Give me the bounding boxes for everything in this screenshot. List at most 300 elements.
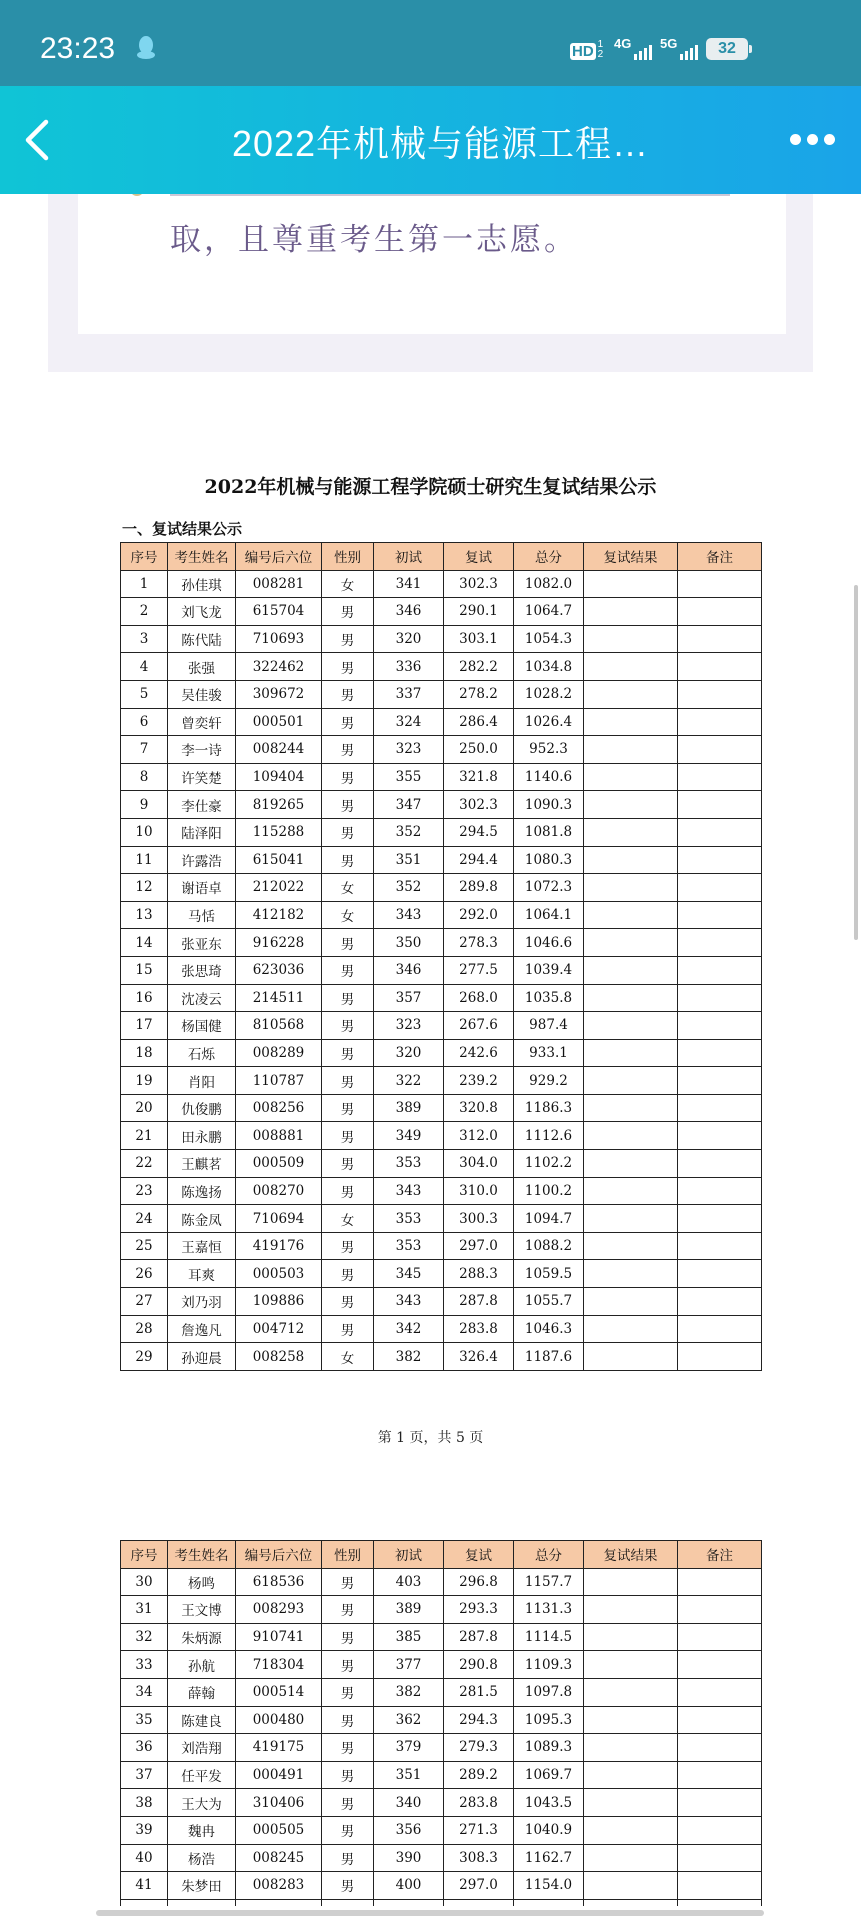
table-cell: 1046.3 bbox=[514, 1315, 584, 1343]
table-cell: 109886 bbox=[236, 1288, 322, 1316]
table-cell: 女 bbox=[322, 1343, 374, 1371]
table-cell: 1040.9 bbox=[514, 1816, 584, 1844]
table-cell: 008289 bbox=[236, 1039, 322, 1067]
table-header-row bbox=[121, 543, 762, 571]
table-cell bbox=[584, 708, 678, 736]
status-bar bbox=[0, 0, 861, 86]
table-cell bbox=[678, 984, 762, 1012]
table-cell: 女 bbox=[322, 1205, 374, 1233]
table-cell: 320.8 bbox=[444, 1094, 514, 1122]
table-cell bbox=[678, 1232, 762, 1260]
table-cell: 377 bbox=[374, 1651, 444, 1679]
table-cell bbox=[584, 1816, 678, 1844]
table-cell: 403 bbox=[374, 1568, 444, 1596]
table-cell: 杨浩 bbox=[168, 1844, 236, 1872]
table-cell: 吴佳骏 bbox=[168, 680, 236, 708]
table-row bbox=[121, 1568, 762, 1596]
column-header: 性别 bbox=[322, 1541, 374, 1569]
table-cell: 1054.3 bbox=[514, 625, 584, 653]
table-cell: 男 bbox=[322, 1844, 374, 1872]
table-cell: 11 bbox=[121, 846, 168, 874]
table-cell: 324 bbox=[374, 708, 444, 736]
table-cell: 346 bbox=[374, 956, 444, 984]
column-header: 编号后六位 bbox=[236, 543, 322, 571]
table-cell: 杨国健 bbox=[168, 1012, 236, 1040]
table-cell: 008293 bbox=[236, 1596, 322, 1624]
table-cell: 351 bbox=[374, 846, 444, 874]
table-cell: 1055.7 bbox=[514, 1288, 584, 1316]
table-cell: 王嘉恒 bbox=[168, 1232, 236, 1260]
table-cell: 8 bbox=[121, 763, 168, 791]
table-cell: 耳爽 bbox=[168, 1260, 236, 1288]
page-footer: 第 1 页，共 5 页 bbox=[377, 1430, 484, 1446]
table-cell: 303.1 bbox=[444, 625, 514, 653]
table-cell bbox=[584, 1734, 678, 1762]
table-cell bbox=[678, 1122, 762, 1150]
table-cell bbox=[678, 680, 762, 708]
table-row bbox=[121, 1012, 762, 1040]
table-cell bbox=[584, 1177, 678, 1205]
table-cell bbox=[584, 1872, 678, 1900]
table-cell: 男 bbox=[322, 598, 374, 626]
table-row bbox=[121, 1315, 762, 1343]
table-cell bbox=[584, 598, 678, 626]
table-cell: 286.4 bbox=[444, 708, 514, 736]
table-row bbox=[121, 763, 762, 791]
table-cell: 薛翰 bbox=[168, 1678, 236, 1706]
table-cell bbox=[584, 625, 678, 653]
table-cell: 25 bbox=[121, 1232, 168, 1260]
table-cell: 男 bbox=[322, 1150, 374, 1178]
table-cell: 278.3 bbox=[444, 929, 514, 957]
table-cell: 916228 bbox=[236, 929, 322, 957]
table-cell: 男 bbox=[322, 1678, 374, 1706]
table-cell: 1072.3 bbox=[514, 874, 584, 902]
table-row bbox=[121, 598, 762, 626]
table-cell: 1035.8 bbox=[514, 984, 584, 1012]
table-cell: 王文博 bbox=[168, 1596, 236, 1624]
table-row bbox=[121, 1288, 762, 1316]
table-row bbox=[121, 1789, 762, 1817]
table-cell bbox=[678, 1678, 762, 1706]
table-cell bbox=[678, 708, 762, 736]
table-cell: 17 bbox=[121, 1012, 168, 1040]
table-cell: 320 bbox=[374, 1039, 444, 1067]
table-cell: 1059.5 bbox=[514, 1260, 584, 1288]
table-row bbox=[121, 1734, 762, 1762]
table-cell: 22 bbox=[121, 1150, 168, 1178]
table-cell: 309672 bbox=[236, 680, 322, 708]
table-cell: 910741 bbox=[236, 1623, 322, 1651]
table-cell: 张亚东 bbox=[168, 929, 236, 957]
table-cell bbox=[678, 1623, 762, 1651]
table-cell: 18 bbox=[121, 1039, 168, 1067]
table-row bbox=[121, 1177, 762, 1205]
table-cell: 419176 bbox=[236, 1232, 322, 1260]
table-cell: 343 bbox=[374, 901, 444, 929]
table-cell bbox=[584, 929, 678, 957]
table-cell bbox=[584, 1067, 678, 1095]
table-cell: 718304 bbox=[236, 1651, 322, 1679]
table-cell bbox=[678, 1039, 762, 1067]
table-cell: 男 bbox=[322, 680, 374, 708]
table-cell: 男 bbox=[322, 1012, 374, 1040]
table-row bbox=[121, 1122, 762, 1150]
table-cell: 1064.7 bbox=[514, 598, 584, 626]
table-cell bbox=[584, 1343, 678, 1371]
table-cell: 710694 bbox=[236, 1205, 322, 1233]
table-cell: 1112.6 bbox=[514, 1122, 584, 1150]
table-cell: 男 bbox=[322, 1816, 374, 1844]
table-cell: 36 bbox=[121, 1734, 168, 1762]
table-cell: 356 bbox=[374, 1816, 444, 1844]
table-cell bbox=[584, 1678, 678, 1706]
table-cell: 323 bbox=[374, 736, 444, 764]
table-cell: 212022 bbox=[236, 874, 322, 902]
table-row bbox=[121, 1150, 762, 1178]
table-cell: 623036 bbox=[236, 956, 322, 984]
table-cell bbox=[584, 653, 678, 681]
table-cell: 1088.2 bbox=[514, 1232, 584, 1260]
table-cell: 389 bbox=[374, 1596, 444, 1624]
table-cell: 271.3 bbox=[444, 1816, 514, 1844]
table-cell: 357 bbox=[374, 984, 444, 1012]
table-cell: 008258 bbox=[236, 1343, 322, 1371]
table-cell: 女 bbox=[322, 570, 374, 598]
nav-bar bbox=[0, 86, 861, 194]
table-cell: 1034.8 bbox=[514, 653, 584, 681]
table-cell: 289.8 bbox=[444, 874, 514, 902]
table-cell: 000503 bbox=[236, 1260, 322, 1288]
table-cell: 14 bbox=[121, 929, 168, 957]
table-cell: 109404 bbox=[236, 763, 322, 791]
table-row bbox=[121, 1260, 762, 1288]
table-cell: 1162.7 bbox=[514, 1844, 584, 1872]
table-cell: 952.3 bbox=[514, 736, 584, 764]
table-cell bbox=[584, 1844, 678, 1872]
table-cell: 29 bbox=[121, 1343, 168, 1371]
table-cell: 39 bbox=[121, 1816, 168, 1844]
table-cell: 1090.3 bbox=[514, 791, 584, 819]
table-cell: 张强 bbox=[168, 653, 236, 681]
result-table-page2 bbox=[120, 1540, 762, 1920]
table-cell: 353 bbox=[374, 1205, 444, 1233]
table-cell: 刘乃羽 bbox=[168, 1288, 236, 1316]
table-cell: 男 bbox=[322, 653, 374, 681]
home-indicator[interactable] bbox=[96, 1910, 764, 1916]
column-header: 备注 bbox=[678, 543, 762, 571]
table-cell: 293.3 bbox=[444, 1596, 514, 1624]
table-cell: 许露浩 bbox=[168, 846, 236, 874]
table-cell: 12 bbox=[121, 874, 168, 902]
scrollbar-thumb[interactable] bbox=[854, 585, 858, 940]
table-cell bbox=[678, 1260, 762, 1288]
result-table-page1 bbox=[120, 542, 762, 1371]
document-title: 2022年机械与能源工程学院硕士研究生复试结果公示 bbox=[204, 476, 657, 498]
table-cell bbox=[678, 598, 762, 626]
table-cell: 277.5 bbox=[444, 956, 514, 984]
table-cell bbox=[584, 1623, 678, 1651]
table-cell: 27 bbox=[121, 1288, 168, 1316]
table-row bbox=[121, 1343, 762, 1371]
table-cell: 412182 bbox=[236, 901, 322, 929]
table-cell: 349 bbox=[374, 1122, 444, 1150]
table-cell: 312.0 bbox=[444, 1122, 514, 1150]
table-cell bbox=[678, 874, 762, 902]
table-cell: 26 bbox=[121, 1260, 168, 1288]
table-cell: 1069.7 bbox=[514, 1761, 584, 1789]
table-row bbox=[121, 818, 762, 846]
table-cell: 282.2 bbox=[444, 653, 514, 681]
column-header: 考生姓名 bbox=[168, 1541, 236, 1569]
table-cell bbox=[584, 1761, 678, 1789]
table-cell: 1100.2 bbox=[514, 1177, 584, 1205]
table-cell: 24 bbox=[121, 1205, 168, 1233]
column-header: 复试 bbox=[444, 1541, 514, 1569]
table-cell: 王麒茗 bbox=[168, 1150, 236, 1178]
table-cell bbox=[584, 1205, 678, 1233]
table-cell: 618536 bbox=[236, 1568, 322, 1596]
more-dots-icon[interactable] bbox=[790, 134, 835, 145]
table-cell: 352 bbox=[374, 874, 444, 902]
table-cell: 16 bbox=[121, 984, 168, 1012]
column-header: 性别 bbox=[322, 543, 374, 571]
table-cell: 341 bbox=[374, 570, 444, 598]
table-cell: 1046.6 bbox=[514, 929, 584, 957]
table-cell: 004712 bbox=[236, 1315, 322, 1343]
table-cell: 283.8 bbox=[444, 1315, 514, 1343]
table-cell: 田永鹏 bbox=[168, 1122, 236, 1150]
table-cell: 30 bbox=[121, 1568, 168, 1596]
table-cell: 5 bbox=[121, 680, 168, 708]
table-row bbox=[121, 1039, 762, 1067]
column-header: 复试结果 bbox=[584, 543, 678, 571]
table-cell bbox=[678, 1012, 762, 1040]
table-cell bbox=[678, 1651, 762, 1679]
table-cell: 353 bbox=[374, 1150, 444, 1178]
table-cell: 296.8 bbox=[444, 1568, 514, 1596]
table-cell: 男 bbox=[322, 1734, 374, 1762]
table-row bbox=[121, 570, 762, 598]
table-cell: 008245 bbox=[236, 1844, 322, 1872]
table-cell bbox=[678, 1315, 762, 1343]
table-row bbox=[121, 874, 762, 902]
table-cell: 詹逸凡 bbox=[168, 1315, 236, 1343]
table-cell: 朱炳源 bbox=[168, 1623, 236, 1651]
table-cell: 陆泽阳 bbox=[168, 818, 236, 846]
table-row bbox=[121, 791, 762, 819]
table-cell bbox=[584, 1568, 678, 1596]
table-cell: 929.2 bbox=[514, 1067, 584, 1095]
table-cell: 28 bbox=[121, 1315, 168, 1343]
table-cell: 1080.3 bbox=[514, 846, 584, 874]
table-row bbox=[121, 625, 762, 653]
table-cell: 男 bbox=[322, 1872, 374, 1900]
table-cell: 马恬 bbox=[168, 901, 236, 929]
table-cell: 382 bbox=[374, 1678, 444, 1706]
table-cell bbox=[678, 1343, 762, 1371]
column-header: 备注 bbox=[678, 1541, 762, 1569]
table-cell: 1186.3 bbox=[514, 1094, 584, 1122]
table-cell bbox=[584, 846, 678, 874]
table-cell: 379 bbox=[374, 1734, 444, 1762]
table-cell: 419175 bbox=[236, 1734, 322, 1762]
table-cell bbox=[678, 1067, 762, 1095]
table-cell: 1094.7 bbox=[514, 1205, 584, 1233]
table-cell: 21 bbox=[121, 1122, 168, 1150]
table-cell: 292.0 bbox=[444, 901, 514, 929]
table-cell: 男 bbox=[322, 1288, 374, 1316]
table-cell bbox=[584, 901, 678, 929]
table-cell: 297.0 bbox=[444, 1872, 514, 1900]
table-cell: 300.3 bbox=[444, 1205, 514, 1233]
section-heading: 一、复试结果公示 bbox=[122, 520, 243, 538]
table-row bbox=[121, 1205, 762, 1233]
column-header: 编号后六位 bbox=[236, 1541, 322, 1569]
table-cell: 1102.2 bbox=[514, 1150, 584, 1178]
table-cell bbox=[678, 929, 762, 957]
status-time: 23:23 bbox=[40, 32, 116, 65]
table-cell: 3 bbox=[121, 625, 168, 653]
table-cell: 268.0 bbox=[444, 984, 514, 1012]
table-cell: 302.3 bbox=[444, 570, 514, 598]
table-cell: 10 bbox=[121, 818, 168, 846]
table-cell: 7 bbox=[121, 736, 168, 764]
signal-4g-icon: 4G bbox=[614, 36, 652, 60]
table-cell: 男 bbox=[322, 1094, 374, 1122]
table-cell: 男 bbox=[322, 1232, 374, 1260]
table-cell: 杨鸣 bbox=[168, 1568, 236, 1596]
table-cell: 陈金凤 bbox=[168, 1205, 236, 1233]
table-cell bbox=[678, 1205, 762, 1233]
table-cell bbox=[584, 1789, 678, 1817]
table-cell: 男 bbox=[322, 846, 374, 874]
table-cell: 男 bbox=[322, 1761, 374, 1789]
table-cell bbox=[584, 1260, 678, 1288]
table-cell: 李一诗 bbox=[168, 736, 236, 764]
table-cell: 343 bbox=[374, 1177, 444, 1205]
table-row bbox=[121, 846, 762, 874]
table-cell bbox=[584, 791, 678, 819]
table-cell: 20 bbox=[121, 1094, 168, 1122]
table-cell: 008256 bbox=[236, 1094, 322, 1122]
table-cell bbox=[584, 818, 678, 846]
table-cell: 308.3 bbox=[444, 1844, 514, 1872]
table-cell: 337 bbox=[374, 680, 444, 708]
table-cell: 男 bbox=[322, 625, 374, 653]
table-cell: 2 bbox=[121, 598, 168, 626]
table-cell bbox=[678, 736, 762, 764]
table-cell: 336 bbox=[374, 653, 444, 681]
table-cell: 302.3 bbox=[444, 791, 514, 819]
table-cell bbox=[678, 653, 762, 681]
column-header: 总分 bbox=[514, 1541, 584, 1569]
table-cell: 男 bbox=[322, 1789, 374, 1817]
table-cell: 281.5 bbox=[444, 1678, 514, 1706]
column-header: 序号 bbox=[121, 1541, 168, 1569]
table-header-row bbox=[121, 1541, 762, 1569]
table-cell: 321.8 bbox=[444, 763, 514, 791]
table-cell: 任平发 bbox=[168, 1761, 236, 1789]
table-cell: 刘浩翔 bbox=[168, 1734, 236, 1762]
table-cell: 110787 bbox=[236, 1067, 322, 1095]
table-cell bbox=[584, 1150, 678, 1178]
table-cell: 1140.6 bbox=[514, 763, 584, 791]
table-cell: 000480 bbox=[236, 1706, 322, 1734]
table-cell: 345 bbox=[374, 1260, 444, 1288]
table-cell: 352 bbox=[374, 818, 444, 846]
table-cell: 35 bbox=[121, 1706, 168, 1734]
table-cell: 孙佳琪 bbox=[168, 570, 236, 598]
table-cell: 322 bbox=[374, 1067, 444, 1095]
table-cell bbox=[678, 1816, 762, 1844]
table-cell: 6 bbox=[121, 708, 168, 736]
table-cell: 男 bbox=[322, 1122, 374, 1150]
table-cell: 390 bbox=[374, 1844, 444, 1872]
table-cell bbox=[678, 818, 762, 846]
table-cell: 362 bbox=[374, 1706, 444, 1734]
table-cell: 294.3 bbox=[444, 1706, 514, 1734]
table-cell: 1097.8 bbox=[514, 1678, 584, 1706]
table-row bbox=[121, 1232, 762, 1260]
table-cell: 1064.1 bbox=[514, 901, 584, 929]
table-cell bbox=[584, 1012, 678, 1040]
table-cell: 000505 bbox=[236, 1816, 322, 1844]
table-row bbox=[121, 1844, 762, 1872]
table-cell: 女 bbox=[322, 874, 374, 902]
table-row bbox=[121, 736, 762, 764]
table-cell: 343 bbox=[374, 1288, 444, 1316]
column-header: 初试 bbox=[374, 543, 444, 571]
table-cell: 魏冉 bbox=[168, 1816, 236, 1844]
table-cell: 男 bbox=[322, 1260, 374, 1288]
table-cell bbox=[678, 846, 762, 874]
table-cell: 289.2 bbox=[444, 1761, 514, 1789]
table-cell bbox=[678, 1789, 762, 1817]
table-cell: 朱梦田 bbox=[168, 1872, 236, 1900]
table-cell: 819265 bbox=[236, 791, 322, 819]
table-cell: 310406 bbox=[236, 1789, 322, 1817]
table-cell: 1089.3 bbox=[514, 1734, 584, 1762]
table-cell: 女 bbox=[322, 901, 374, 929]
column-header: 总分 bbox=[514, 543, 584, 571]
table-cell: 342 bbox=[374, 1315, 444, 1343]
table-cell: 男 bbox=[322, 1651, 374, 1679]
table-cell: 男 bbox=[322, 929, 374, 957]
table-cell: 310.0 bbox=[444, 1177, 514, 1205]
table-cell: 陈代陆 bbox=[168, 625, 236, 653]
table-row bbox=[121, 901, 762, 929]
table-cell bbox=[678, 1568, 762, 1596]
table-cell: 389 bbox=[374, 1094, 444, 1122]
table-cell: 33 bbox=[121, 1651, 168, 1679]
table-cell: 1039.4 bbox=[514, 956, 584, 984]
table-cell: 孙迎晨 bbox=[168, 1343, 236, 1371]
table-cell bbox=[678, 956, 762, 984]
table-cell: 385 bbox=[374, 1623, 444, 1651]
table-cell: 陈逸扬 bbox=[168, 1177, 236, 1205]
table-cell: 1109.3 bbox=[514, 1651, 584, 1679]
table-cell: 346 bbox=[374, 598, 444, 626]
table-cell: 287.8 bbox=[444, 1623, 514, 1651]
table-cell: 男 bbox=[322, 1623, 374, 1651]
table-cell bbox=[678, 1150, 762, 1178]
table-cell: 1131.3 bbox=[514, 1596, 584, 1624]
table-cell: 000509 bbox=[236, 1150, 322, 1178]
table-cell: 1114.5 bbox=[514, 1623, 584, 1651]
table-cell: 000514 bbox=[236, 1678, 322, 1706]
table-cell: 320 bbox=[374, 625, 444, 653]
